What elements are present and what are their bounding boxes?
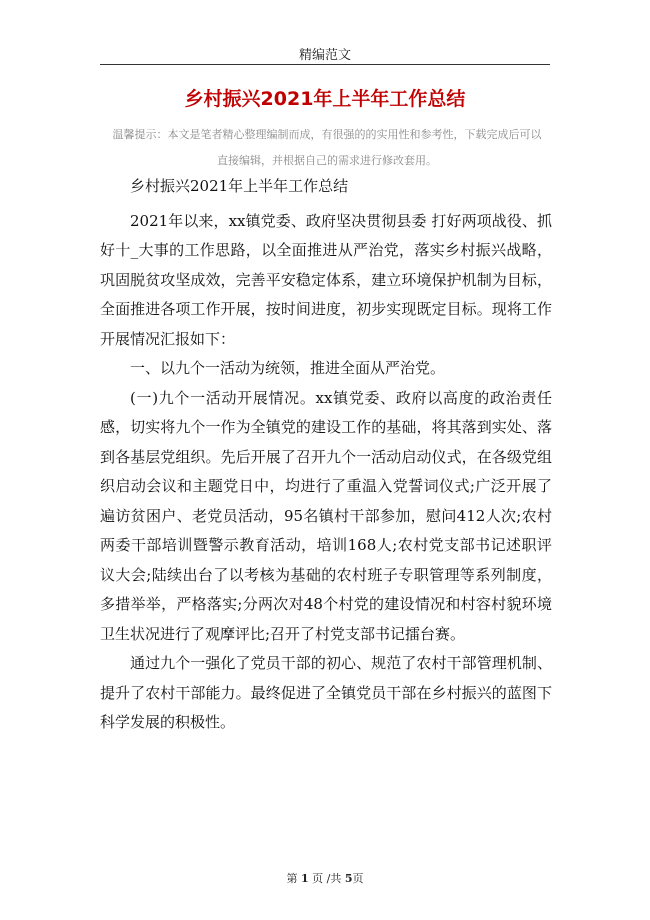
paragraph-intro: 2021年以来，xx镇党委、政府坚决贯彻县委 打好两项战役、抓好十_大事的工作思路，以全面推进从严治党，落实乡村振兴战略，巩固脱贫攻坚成效，完善平安稳定体系，建立环境保护机制为目标，全面推进各项工作开展，按时间进度，初步实现既定目标。现将工作开展情况汇报如下：	[100, 211, 552, 348]
paragraph-activities: (一)九个一活动开展情况。xx镇党委、政府以高度的政治责任感，切实将九个一作为全镇党的建设工作的基础，将其落到实处、落到各基层党组织。先后开展了召开九个一活动启动仪式，在各级党组织启动会议和主题党日中，均进行了重温入党誓词仪式;广泛开展了遍访贫困户、老党员活动，95名镇村干部参加，慰问412人次;农村两委干部培训暨警示教育活动，培训168人;农村党支部书记述职评议大会;陆续出台了以考核为基础的农村班子专职管理等系列制度，多措举举，严格落实;分两次对48个村党的建设情况和村容村貌环境卫生状况进行了观摩评比;召开了村党支部书记擂台赛。	[100, 388, 552, 643]
tip-line-2: 直接编辑，并根据自己的需求进行修改套用。	[217, 154, 437, 167]
page-footer	[0, 872, 650, 886]
header-text: 精编范文	[298, 48, 351, 63]
document-title: 乡村振兴2021年上半年工作总结	[184, 88, 466, 110]
section-heading-1: 一、以九个一活动为统领，推进全面从严治党。	[130, 359, 446, 377]
paragraph-conclusion: 通过九个一强化了党员干部的初心、规范了农村干部管理机制、提升了农村干部能力。最终促进了全镇党员干部在乡村振兴的蓝图下科学发展的积极性。	[100, 654, 552, 731]
footer-page-total: 5	[344, 872, 353, 885]
tip-line-1: 温馨提示：本文是笔者精心整理编制而成，有很强的的实用性和参考性，下载完成后可以	[112, 128, 542, 141]
footer-prefix: 第	[286, 872, 298, 885]
page-header	[100, 48, 550, 64]
document-body	[100, 172, 552, 738]
footer-page-current: 1	[300, 872, 309, 885]
header-divider	[100, 64, 550, 65]
download-tip	[96, 122, 558, 174]
document-subtitle: 乡村振兴2021年上半年工作总结	[130, 177, 349, 195]
footer-mid: 页 /共	[312, 872, 342, 885]
footer-suffix: 页	[352, 872, 364, 885]
